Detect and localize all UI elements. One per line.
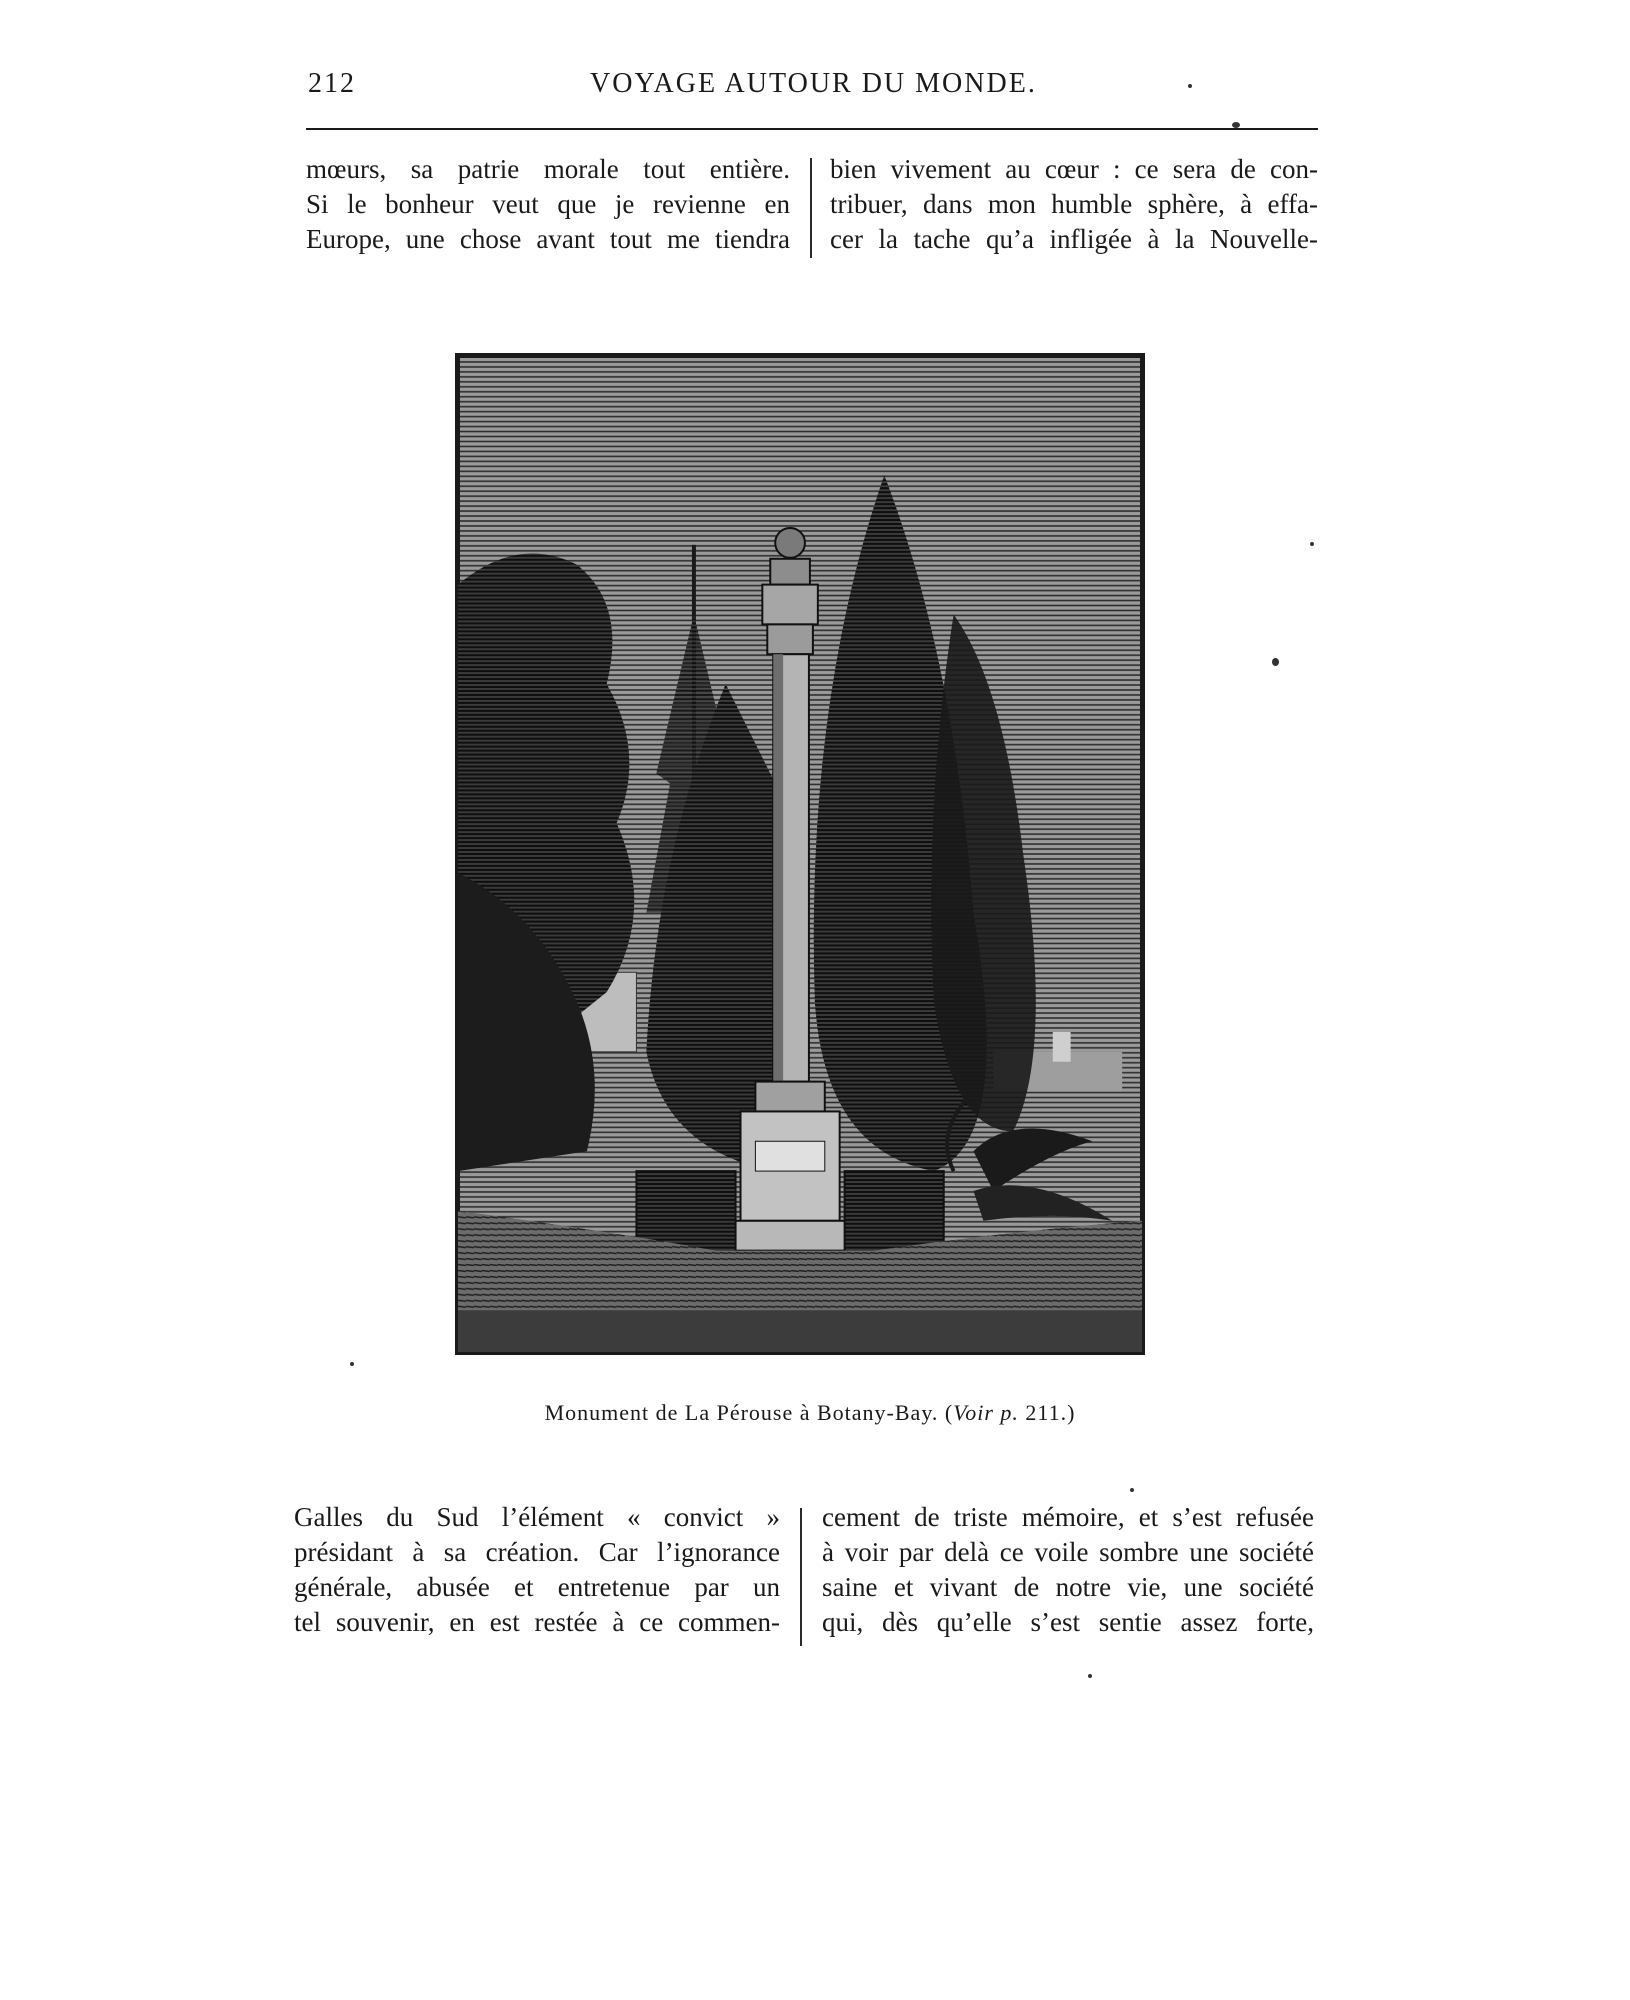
header-rule (306, 128, 1318, 130)
top-right-column (830, 152, 1318, 257)
figure-caption (470, 1400, 1150, 1426)
text-line: mœurs, sa patrie morale tout entière. (306, 154, 790, 184)
scan-speck (1130, 1488, 1134, 1492)
text-line: Si le bonheur veut que je revienne en (306, 189, 790, 219)
text-line: Europe, une chose avant tout me tiendra (306, 224, 790, 254)
text-line: à voir par delà ce voile sombre une société (822, 1537, 1314, 1567)
scan-speck (1088, 1674, 1092, 1678)
text-line: qui, dès qu’elle s’est sentie assez forte, (822, 1607, 1314, 1637)
column-divider (800, 1508, 802, 1646)
text-line: cement de triste mémoire, et s’est refusée (822, 1502, 1314, 1532)
text-line: cer la tache qu’a infligée à la Nouvelle- (830, 224, 1318, 254)
column-divider (810, 158, 812, 258)
text-line: tel souvenir, en est restée à ce commen- (294, 1607, 780, 1637)
running-title: VOYAGE AUTOUR DU MONDE. (590, 68, 1037, 99)
running-head (300, 68, 1320, 108)
text-line: bien vivement au cœur : ce sera de con- (830, 154, 1318, 184)
text-line: présidant à sa création. Car l’ignorance (294, 1537, 780, 1567)
caption-ref-italic: Voir p. (953, 1400, 1019, 1425)
scan-speck (1188, 84, 1192, 88)
engraving-illustration (455, 353, 1145, 1355)
top-left-column (306, 152, 790, 257)
text-line: Galles du Sud l’élément « convict » (294, 1502, 780, 1532)
caption-ref-page: 211.) (1025, 1400, 1076, 1425)
scan-speck (1310, 542, 1314, 546)
monument-engraving (458, 356, 1142, 1352)
caption-ref-open: ( (944, 1400, 954, 1425)
bottom-right-column (822, 1500, 1314, 1640)
caption-main: Monument de La Pérouse à Botany-Bay. (544, 1400, 939, 1425)
scan-speck (350, 1362, 354, 1366)
page-number: 212 (308, 68, 356, 99)
text-line: tribuer, dans mon humble sphère, à effa- (830, 189, 1318, 219)
scan-speck (1232, 122, 1240, 128)
bottom-left-column (294, 1500, 780, 1640)
text-line: générale, abusée et entretenue par un (294, 1572, 780, 1602)
scan-speck (1272, 658, 1279, 666)
text-line: saine et vivant de notre vie, une société (822, 1572, 1314, 1602)
